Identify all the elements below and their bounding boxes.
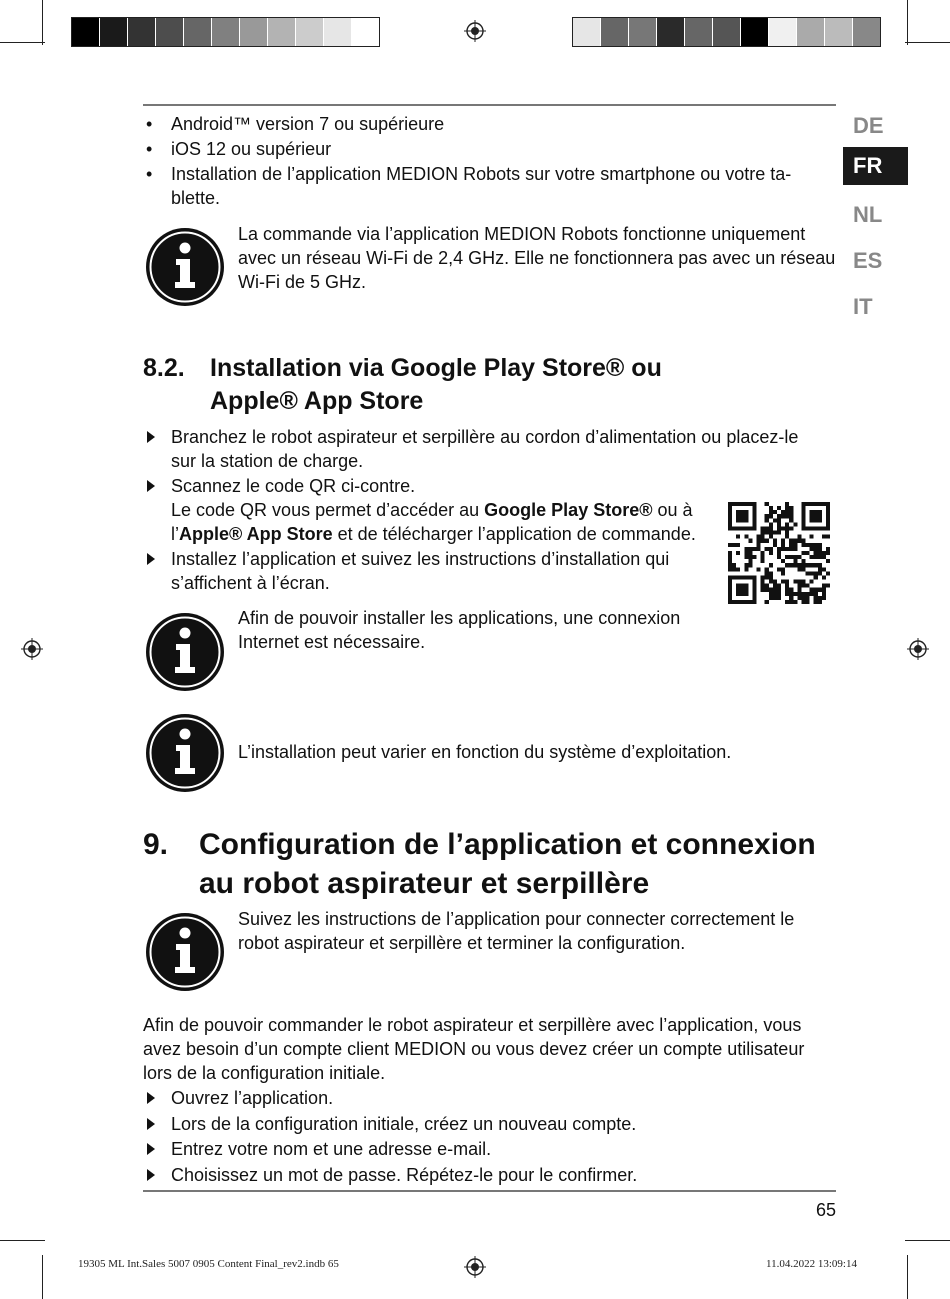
info-icon xyxy=(145,227,225,307)
note-internet-line2: Internet est nécessaire. xyxy=(238,632,426,652)
note-config-line1: Suivez les instructions de l’application pour connecter correctement le xyxy=(238,909,795,929)
bullet-dot: • xyxy=(146,114,153,134)
page-number: 65 xyxy=(816,1200,837,1220)
language-tab-fr[interactable]: FR xyxy=(843,147,908,185)
step-text-qr xyxy=(171,498,693,523)
info-icon xyxy=(145,713,225,793)
crop-mark xyxy=(905,1240,950,1241)
step-arrow-icon xyxy=(147,553,155,565)
note-wifi-line1: La commande via l’application MEDION Robots fonctionne uniquement xyxy=(238,224,806,244)
registration-mark-icon xyxy=(464,20,486,42)
step-arrow-icon xyxy=(147,1118,155,1130)
chapter-number: 9. xyxy=(143,828,169,861)
step-password: Choisissez un mot de passe. Répétez-le pour le confirmer. xyxy=(171,1165,638,1185)
step-text-plain: et de télécharger l’application de commande. xyxy=(332,524,696,544)
note-wifi-line3: Wi-Fi de 5 GHz. xyxy=(238,272,367,292)
step-text-plain: l’ xyxy=(171,524,179,544)
language-tab-es[interactable]: ES xyxy=(853,248,883,273)
language-tab-it[interactable]: IT xyxy=(853,294,873,319)
crop-mark xyxy=(907,0,908,45)
registration-mark-icon xyxy=(464,1256,486,1278)
step-enter-name: Entrez votre nom et une adresse e-mail. xyxy=(171,1139,492,1159)
step-arrow-icon xyxy=(147,1143,155,1155)
bottom-rule xyxy=(143,1190,836,1192)
qr-code[interactable] xyxy=(728,502,830,604)
crop-mark xyxy=(42,1255,43,1299)
top-rule xyxy=(143,104,836,106)
requirement-app-cont: blette. xyxy=(171,188,221,208)
step-text: Installez l’application et suivez les instructions d’installation qui xyxy=(171,549,670,569)
chapter-title: Configuration de l’application et connexion xyxy=(199,828,816,861)
crop-mark xyxy=(907,1255,908,1299)
note-os: L’installation peut varier en fonction du système d’exploitation. xyxy=(238,742,732,762)
bullet-dot: • xyxy=(146,139,153,159)
store-name: Google Play Store® xyxy=(484,500,653,520)
note-internet-line1: Afin de pouvoir installer les applications, une connexion xyxy=(238,608,681,628)
section-title: Installation via Google Play Store® ou xyxy=(210,354,662,382)
store-name: Apple® App Store xyxy=(179,524,333,544)
note-wifi-line2: avec un réseau Wi-Fi de 2,4 GHz. Elle ne fonctionnera pas avec un réseau xyxy=(238,248,836,268)
section-title-cont: Apple® App Store xyxy=(210,387,424,415)
step-text: Scannez le code QR ci-contre. xyxy=(171,476,416,496)
step-open-app: Ouvrez l’application. xyxy=(171,1088,334,1108)
step-text-cont: s’affichent à l’écran. xyxy=(171,573,330,593)
bullet-dot: • xyxy=(146,164,153,184)
language-tab-de[interactable]: DE xyxy=(853,113,884,138)
crop-mark xyxy=(905,42,950,43)
note-config-line2: robot aspirateur et serpillère et terminer la configuration. xyxy=(238,933,686,953)
crop-mark xyxy=(0,1240,45,1241)
slug-filename: 19305 ML Int.Sales 5007 0905 Content Final_rev2.indb 65 xyxy=(78,1258,339,1270)
step-arrow-icon xyxy=(147,1169,155,1181)
step-text-qr xyxy=(171,522,696,547)
control-bar xyxy=(572,17,881,47)
paragraph-line: Afin de pouvoir commander le robot aspirateur et serpillère avec l’application, vous xyxy=(143,1015,802,1035)
paragraph-line: lors de la configuration initiale. xyxy=(143,1063,386,1083)
section-number: 8.2. xyxy=(143,354,185,382)
step-arrow-icon xyxy=(147,1092,155,1104)
requirement-android: Android™ version 7 ou supérieure xyxy=(171,114,445,134)
requirement-app: Installation de l’application MEDION Robots sur votre smartphone ou votre ta- xyxy=(171,164,792,184)
step-create-account: Lors de la configuration initiale, créez un nouveau compte. xyxy=(171,1114,637,1134)
info-icon xyxy=(145,612,225,692)
step-arrow-icon xyxy=(147,480,155,492)
registration-mark-icon xyxy=(907,638,929,660)
step-text-plain: Le code QR vous permet d’accéder au xyxy=(171,500,485,520)
step-text-cont: sur la station de charge. xyxy=(171,451,364,471)
step-text: Branchez le robot aspirateur et serpillère au cordon d’alimentation ou placez-le xyxy=(171,427,799,447)
chapter-title-cont: au robot aspirateur et serpillère xyxy=(199,867,650,900)
gray-scale-bar xyxy=(71,17,380,47)
info-icon xyxy=(145,912,225,992)
crop-mark xyxy=(0,42,45,43)
step-arrow-icon xyxy=(147,431,155,443)
requirement-ios: iOS 12 ou supérieur xyxy=(171,139,332,159)
crop-mark xyxy=(42,0,43,45)
step-text-plain: ou à xyxy=(652,500,693,520)
slug-timestamp: 11.04.2022 13:09:14 xyxy=(766,1258,857,1270)
registration-mark-icon xyxy=(21,638,43,660)
paragraph-line: avez besoin d’un compte client MEDION ou vous devez créer un compte utilisateur xyxy=(143,1039,805,1059)
language-tab-nl[interactable]: NL xyxy=(853,202,883,227)
